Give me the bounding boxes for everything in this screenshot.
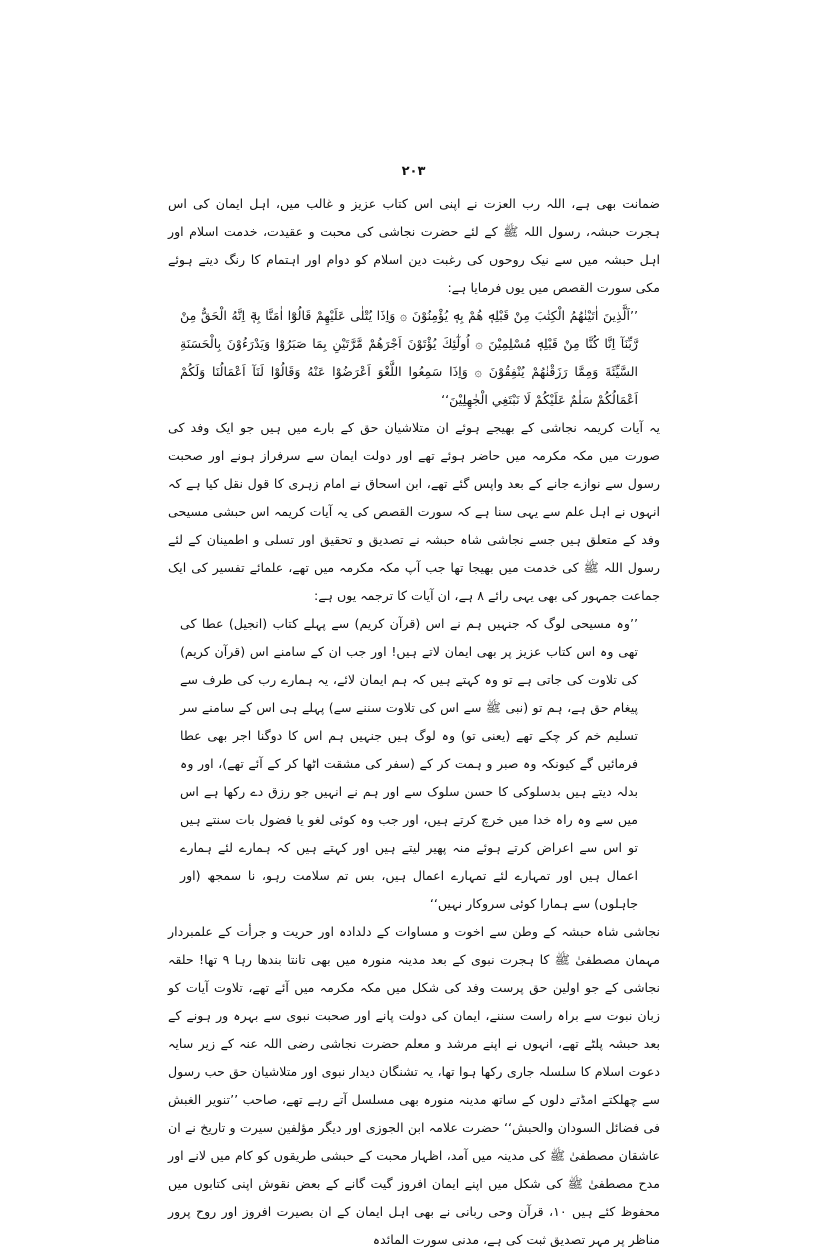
- page-content: [168, 190, 660, 1254]
- arabic-verses: ’’اَلَّذِينَ اٰتَيْنٰهُمُ الْكِتٰبَ مِنْ قَبْلِهٖ هُمْ بِهٖ يُؤْمِنُوْنَ ۞ وَاِذَا يُتْلٰى عَلَيْهِمْ قَالُوْٓا اٰمَنَّا بِهٖٓ اِنَّهُ الْحَقُّ مِنْ رَّبِّنَآ اِنَّا كُنَّا مِنْ قَبْلِهٖ مُسْلِمِيْنَ ۞ اُولٰٓئِكَ يُؤْتَوْنَ اَجْرَهُمْ مَّرَّتَيْنِ بِمَا صَبَرُوْا وَيَدْرَءُوْنَ بِالْحَسَنَةِ السَّيِّئَةَ وَمِمَّا رَزَقْنٰهُمْ يُنْفِقُوْنَ ۞ وَاِذَا سَمِعُوا اللَّغْوَ اَعْرَضُوْا عَنْهُ وَقَالُوْا لَنَآ اَعْمَالُنَا وَلَكُمْ اَعْمَالُكُمْ سَلٰمٌ عَلَيْكُمْ لَا نَبْتَغِي الْجٰهِلِيْنَ‘‘: [180, 308, 638, 407]
- translation-quote: [180, 610, 638, 918]
- paragraph: یہ آیات کریمہ نجاشی کے بھیجے ہوئے ان متلاشیان حق کے بارے میں ہیں جو ایک وفد کی صورت میں مکہ مکرمہ میں حاضر ہوئے تھے اور دولت ایمان سے سرفراز ہونے اور صحبت رسول سے نوازے جانے کے بعد واپس گئے تھے، ابن اسحاق نے امام زہری کا قول نقل کیا ہے کہ انہوں نے اہل علم سے یہی سنا ہے کہ سورت القصص کی یہ آیات کریمہ اس حبشی مسیحی وفد کے متعلق ہیں جسے نجاشی شاہ حبشہ نے تصدیق و تحقیق اور تسلی و اطمینان کے لئے رسول اللہ ﷺ کی خدمت میں بھیجا تھا جب آپ مکہ مکرمہ میں تھے، علمائے تفسیر کی ایک جماعت جمہور کی بھی یہی رائے ۸ ہے، ان آیات کا ترجمہ یوں ہے:: [168, 420, 660, 603]
- translation-text: ’’وہ مسیحی لوگ کہ جنہیں ہم نے اس (قرآن کریم) سے پہلے کتاب (انجیل) عطا کی تھی وہ اس کتاب عزیز پر بھی ایمان لاتے ہیں! اور جب ان کے سامنے اس (قرآن کریم) کی تلاوت کی جاتی ہے تو وہ کہتے ہیں کہ ہم ایمان لائے، یہ ہمارے رب کی طرف سے پیغام حق ہے، ہم تو (نبی ﷺ سے اس کی تلاوت سننے سے) پہلے ہی اس کے سامنے سر تسلیم خم کر چکے تھے (یعنی تو) وہ لوگ ہیں جنہیں ہم اس کا دوگنا اجر بھی عطا فرمائیں گے کیونکہ وہ صبر و ہمت کر کے (سفر کی مشقت اٹھا کر کے آئے تھے)، اور وہ بدلہ دیتے ہیں بدسلوکی کا حسن سلوک سے اور ہم نے انہیں جو رزق دے رکھا ہے اس میں سے وہ راہ خدا میں خرچ کرتے ہیں، اور جب وہ کوئی لغو یا فضول بات سنتے ہیں تو اس سے اعراض کرتے ہوئے منہ پھیر لیتے ہیں اور کہتے ہیں کہ ہمارے لئے ہمارے اعمال ہیں اور تمہارے لئے تمہارے اعمال ہیں، بس تم سلامت رہو، نا سمجھ (اور جاہلوں) سے ہمارا کوئی سروکار نہیں‘‘: [180, 616, 638, 911]
- quran-quote: [180, 302, 638, 414]
- paragraph: نجاشی شاہ حبشہ کے وطن سے اخوت و مساوات کے دلدادہ اور حریت و جرأت کے علمبردار مہمان مصطفیٰ ﷺ کا ہجرت نبوی کے بعد مدینہ منورہ میں بھی تانتا بندھا رہا ۹ تھا! حلقہ نجاشی کے جو اولین حق پرست وفد کی شکل میں مکہ مکرمہ میں آئے تھے، تلاوت آیات کو زبان نبوت سے براہ راست سننے، ایمان کی دولت پانے اور صحبت نبوی سے بہرہ ور ہونے کے بعد حبشہ پلٹے تھے، انہوں نے اپنے مرشد و معلم حضرت نجاشی رضی اللہ عنہ کے زیر سایہ دعوت اسلام کا سلسلہ جاری رکھا ہوا تھا، یہ تشنگان دیدار نبوی اور متلاشیان حق حب رسول سے چھلکتے امڈتے دلوں کے ساتھ مدینہ منورہ بھی مسلسل آتے رہے تھے، صاحب ’’تنویر الغبش فی فضائل السودان والحبش‘‘ حضرت علامہ ابن الجوزی اور دیگر مؤلفین سیرت و تاریخ نے ان عاشقان مصطفیٰ ﷺ کی مدینہ میں آمد، اظہار محبت کے حبشی طریقوں کو کام میں لانے اور مدح مصطفیٰ ﷺ کی شکل میں اپنے ایمان افروز گیت گانے کے بعض نقوش اپنی کتابوں میں محفوظ کئے ہیں ۱۰، قرآن وحی ربانی نے بھی اہل ایمان کے ان بصیرت افروز اور روح پرور مناظر پر مہر تصدیق ثبت کی ہے، مدنی سورت المائدہ: [168, 924, 661, 1247]
- paragraph: ضمانت بھی ہے، اللہ رب العزت نے اپنی اس کتاب عزیز و غالب میں، اہل ایمان کی اس ہجرت حبشہ، رسول اللہ ﷺ کے لئے حضرت نجاشی کی محبت و عقیدت، خدمت اسلام اور اہل حبشہ میں سے نیک روحوں کی رغبت دین اسلام کو دوام اور اہتمام کا رنگ دیتے ہوئے مکی سورت القصص میں یوں فرمایا ہے:: [168, 196, 660, 295]
- page-number: ۲۰۳: [401, 164, 426, 179]
